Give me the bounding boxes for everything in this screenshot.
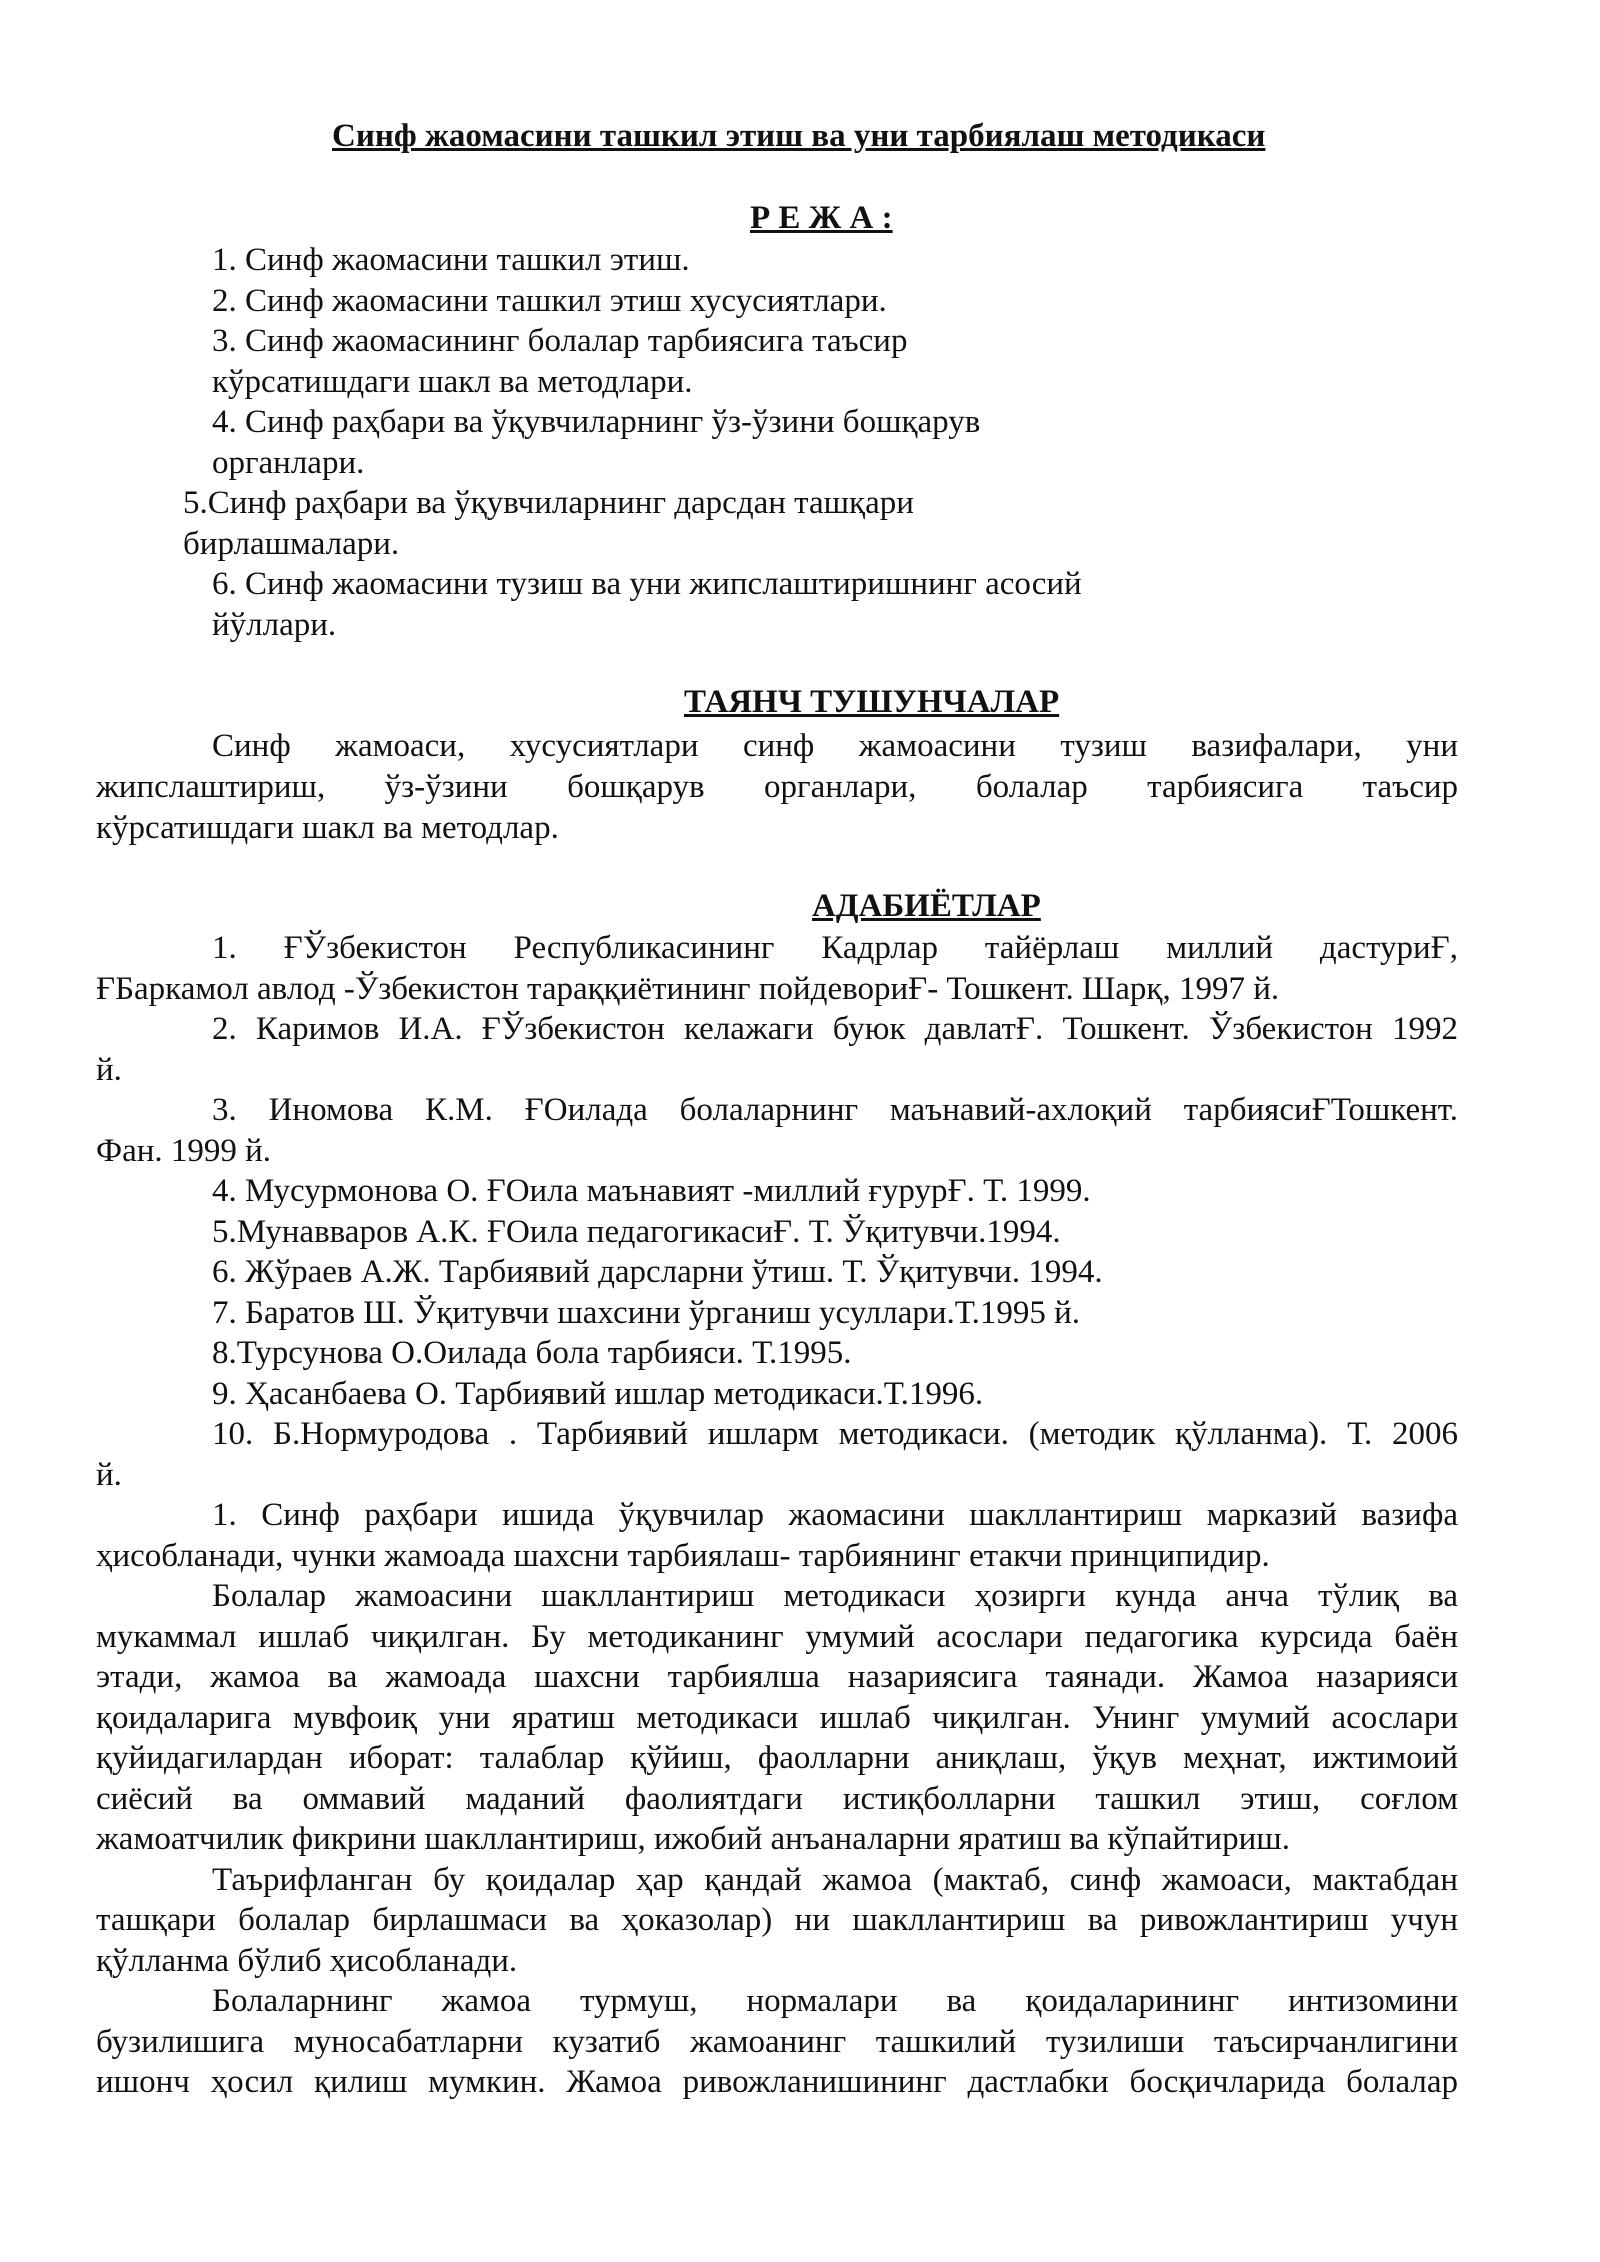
plan-line: 6. Синф жаомасини тузиш ва уни жипслаштиришнинг асосий (212, 566, 1082, 602)
body-line: бузилишига муносабатларни кузатиб жамоанинг ташкилий тузилиши таъсирчанлигини (96, 2024, 1458, 2060)
plan-line: йўллари. (212, 607, 337, 643)
key-concepts-line: кўрсатишдаги шакл ва методлар. (96, 810, 559, 846)
literature-line: 4. Мусурмонова О. ҒОила маънавият -миллий ғурурҒ. Т. 1999. (212, 1173, 1091, 1209)
literature-line: й. (96, 1457, 122, 1493)
literature-line: ҒБаркамол авлод -Ўзбекистон тараққиётининг пойдевориҒ- Тошкент. Шарқ, 1997 й. (96, 971, 1280, 1007)
plan-line: 4. Синф раҳбари ва ўқувчиларнинг ўз-ўзини бошқарув (212, 404, 981, 440)
body-line: 1. Синф раҳбари ишида ўқувчилар жаомасини шакллантириш марказий вазифа (212, 1497, 1458, 1533)
key-concepts-line: жипслаштириш, ўз-ўзини бошқарув органлари, болалар тарбиясига таъсир (96, 769, 1458, 805)
literature-line: 9. Ҳасанбаева О. Тарбиявий ишлар методикаси.Т.1996. (212, 1376, 984, 1412)
body-line: Болалар жамоасини шакллантириш методикаси ҳозирги кунда анча тўлиқ ва (212, 1578, 1458, 1614)
literature-line: 2. Каримов И.А. ҒЎзбекистон келажаги буюк давлатҒ. Тошкент. Ўзбекистон 1992 (212, 1011, 1458, 1047)
literature-heading: АДАБИЁТЛАР (812, 888, 1041, 924)
literature-line: 1. ҒЎзбекистон Республикасининг Кадрлар тайёрлаш миллий дастуриҒ, (212, 930, 1458, 966)
key-concepts-heading: ТАЯНЧ ТУШУНЧАЛАР (684, 684, 1060, 720)
literature-line: 10. Б.Нормуродова . Тарбиявий ишларм методикаси. (методик қўлланма). Т. 2006 (212, 1416, 1458, 1452)
plan-line: 5.Синф раҳбари ва ўқувчиларнинг дарсдан ташқари (183, 485, 914, 521)
body-line: қўлланма бўлиб ҳисобланади. (96, 1943, 518, 1979)
literature-line: 8.Турсунова О.Оилада бола тарбияси. Т.1995. (212, 1335, 852, 1371)
body-line: мукаммал ишлаб чиқилган. Бу методиканинг умумий асослари педагогика курсида баён (96, 1619, 1458, 1655)
body-line: ташқари болалар бирлашмаси ва ҳоказолар) ни шакллантириш ва ривожлантириш учун (96, 1902, 1458, 1938)
body-line: этади, жамоа ва жамоада шахсни тарбиялша назариясига таянади. Жамоа назарияси (96, 1659, 1458, 1695)
literature-line: 5.Мунавваров А.К. ҒОила педагогикасиҒ. Т. Ўқитувчи.1994. (212, 1214, 1061, 1250)
body-line: сиёсий ва оммавий маданий фаолиятдаги истиқболларни ташкил этиш, соғлом (96, 1781, 1458, 1817)
literature-line: 6. Жўраев А.Ж. Тарбиявий дарсларни ўтиш. Т. Ўқитувчи. 1994. (212, 1254, 1103, 1290)
plan-line: 2. Синф жаомасини ташкил этиш хусусиятлари. (212, 283, 887, 319)
literature-line: й. (96, 1052, 122, 1088)
body-line: ишонч ҳосил қилиш мумкин. Жамоа ривожланишининг дастлабки босқичларида болалар (96, 2064, 1458, 2100)
literature-line: Фан. 1999 й. (96, 1133, 272, 1169)
body-line: жамоатчилик фикрини шакллантириш, ижобий анъаналарни яратиш ва кўпайтириш. (96, 1821, 1290, 1857)
key-concepts-line: Синф жамоаси, хусусиятлари синф жамоасини тузиш вазифалари, уни (212, 728, 1458, 764)
document-title: Синф жаомасини ташкил этиш ва уни тарбиялаш методикаси (332, 118, 1266, 154)
body-line: Болаларнинг жамоа турмуш, нормалари ва қоидаларининг интизомини (212, 1983, 1458, 2019)
plan-line: органлари. (212, 445, 365, 481)
body-line: ҳисобланади, чунки жамоада шахсни тарбиялаш- тарбиянинг етакчи принципидир. (96, 1538, 1270, 1574)
literature-line: 7. Баратов Ш. Ўқитувчи шахсини ўрганиш усуллари.Т.1995 й. (212, 1295, 1081, 1331)
plan-line: кўрсатишдаги шакл ва методлари. (212, 364, 693, 400)
body-line: қуйидагилардан иборат: талаблар қўйиш, фаолларни аниқлаш, ўқув меҳнат, ижтимоий (96, 1740, 1458, 1776)
plan-line: бирлашмалари. (183, 526, 400, 562)
plan-line: 3. Синф жаомасининг болалар тарбиясига таъсир (212, 323, 908, 359)
plan-line: 1. Синф жаомасини ташкил этиш. (212, 242, 690, 278)
body-line: қоидаларига мувфоиқ уни яратиш методикаси ишлаб чиқилган. Унинг умумий асослари (96, 1700, 1458, 1736)
literature-line: 3. Иномова К.М. ҒОилада болаларнинг маънавий-ахлоқий тарбиясиҒТошкент. (212, 1092, 1458, 1128)
body-line: Таърифланган бу қоидалар ҳар қандай жамоа (мактаб, синф жамоаси, мактабдан (212, 1862, 1458, 1898)
plan-heading: Р Е Ж А : (750, 200, 893, 236)
